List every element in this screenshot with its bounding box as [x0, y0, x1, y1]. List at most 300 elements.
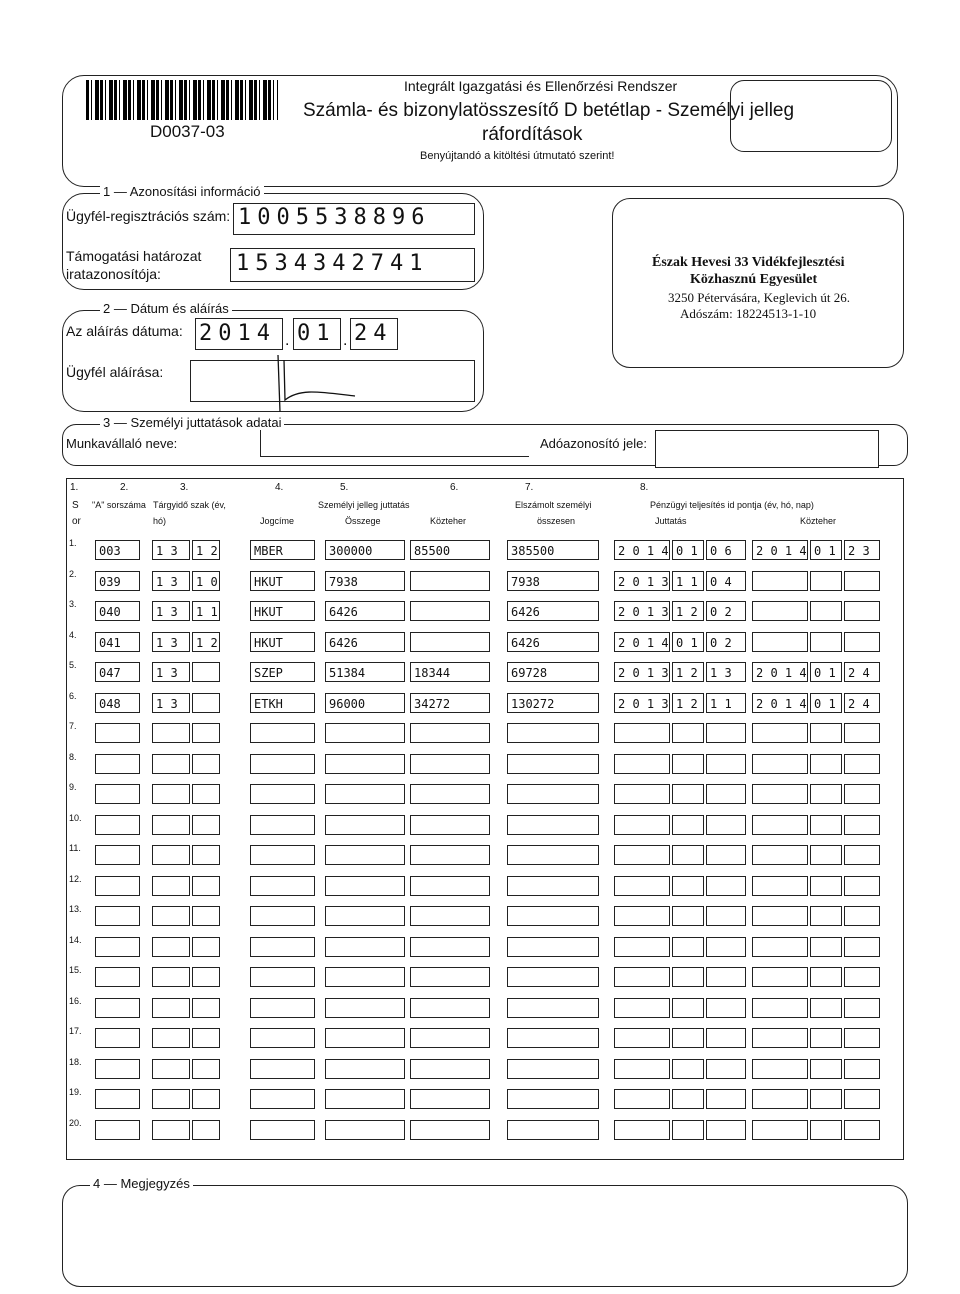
amount-field[interactable]: 6426 [325, 601, 405, 621]
col-number-3: 3. [180, 482, 189, 493]
burden-day-field[interactable] [844, 723, 880, 743]
benefit-year-field[interactable] [614, 1028, 670, 1048]
benefit-year-field[interactable] [614, 1059, 670, 1079]
period-month-field[interactable] [192, 1120, 220, 1140]
benefit-month-field[interactable]: 1 2 [672, 662, 704, 682]
amount-field[interactable] [325, 937, 405, 957]
col-number-5: 5. [340, 482, 349, 493]
col-number-1: 1. [70, 482, 79, 493]
benefit-day-field[interactable]: 0 2 [706, 632, 746, 652]
benefit-month-field[interactable]: 1 1 [672, 571, 704, 591]
a-number-field[interactable] [95, 815, 140, 835]
a-number-field[interactable] [95, 876, 140, 896]
title-field[interactable]: HKUT [250, 632, 315, 652]
settled-total-field[interactable] [507, 906, 599, 926]
period-year-field[interactable]: 1 3 [152, 540, 190, 560]
benefit-month-field[interactable]: 1 2 [672, 601, 704, 621]
settled-total-field[interactable] [507, 876, 599, 896]
settled-total-field[interactable]: 6426 [507, 601, 599, 621]
settled-total-field[interactable] [507, 784, 599, 804]
burden-year-field[interactable] [752, 967, 808, 987]
benefit-month-field[interactable] [672, 1059, 704, 1079]
burden-year-field[interactable]: 2 0 1 4 [752, 540, 808, 560]
benefit-day-field[interactable] [706, 815, 746, 835]
period-year-field[interactable] [152, 815, 190, 835]
burden-day-field[interactable] [844, 1028, 880, 1048]
header-payment: Pénzügyi teljesítés id pontja (év, hó, nap) [650, 500, 814, 510]
amount-field[interactable] [325, 998, 405, 1018]
burden-year-field[interactable] [752, 571, 808, 591]
benefit-day-field[interactable] [706, 754, 746, 774]
signature [260, 350, 380, 420]
burden-field[interactable] [410, 815, 490, 835]
burden-year-field[interactable] [752, 632, 808, 652]
title-field[interactable] [250, 754, 315, 774]
employee-label: Munkavállaló neve: [66, 436, 178, 451]
title-field[interactable] [250, 845, 315, 865]
burden-month-field[interactable] [810, 845, 842, 865]
benefit-month-field[interactable] [672, 1028, 704, 1048]
a-number-field[interactable] [95, 1120, 140, 1140]
benefit-month-field[interactable] [672, 876, 704, 896]
burden-field[interactable] [410, 723, 490, 743]
title-field[interactable] [250, 967, 315, 987]
benefit-day-field[interactable] [706, 906, 746, 926]
burden-year-field[interactable] [752, 754, 808, 774]
burden-day-field[interactable] [844, 1089, 880, 1109]
benefit-day-field[interactable]: 1 1 [706, 693, 746, 713]
row-number: 3. [69, 599, 77, 609]
period-year-field[interactable] [152, 967, 190, 987]
period-year-field[interactable] [152, 1089, 190, 1109]
barcode [86, 80, 278, 120]
tax-id-field[interactable] [655, 430, 879, 468]
row-number: 13. [69, 904, 82, 914]
burden-day-field[interactable] [844, 1120, 880, 1140]
period-month-field[interactable] [192, 784, 220, 804]
period-month-field[interactable] [192, 906, 220, 926]
a-number-field[interactable] [95, 784, 140, 804]
period-month-field[interactable]: 1 0 [192, 571, 220, 591]
burden-year-field[interactable] [752, 815, 808, 835]
period-month-field[interactable] [192, 845, 220, 865]
burden-day-field[interactable] [844, 784, 880, 804]
settled-total-field[interactable]: 130272 [507, 693, 599, 713]
amount-field[interactable]: 7938 [325, 571, 405, 591]
settled-total-field[interactable] [507, 967, 599, 987]
title-field[interactable] [250, 998, 315, 1018]
amount-field[interactable]: 96000 [325, 693, 405, 713]
benefit-year-field[interactable] [614, 937, 670, 957]
burden-day-field[interactable] [844, 967, 880, 987]
period-year-field[interactable] [152, 998, 190, 1018]
benefit-year-field[interactable] [614, 1120, 670, 1140]
period-month-field[interactable] [192, 723, 220, 743]
benefit-year-field[interactable] [614, 754, 670, 774]
period-year-field[interactable] [152, 1120, 190, 1140]
period-year-field[interactable] [152, 723, 190, 743]
header-a-number: "A" sorszáma [92, 500, 146, 510]
burden-month-field[interactable]: 0 1 [810, 693, 842, 713]
period-month-field[interactable] [192, 815, 220, 835]
burden-month-field[interactable] [810, 1028, 842, 1048]
title-field[interactable]: SZEP [250, 662, 315, 682]
benefit-month-field[interactable] [672, 723, 704, 743]
header-settled-2: összesen [537, 516, 576, 526]
benefit-month-field[interactable] [672, 845, 704, 865]
burden-field[interactable] [410, 1120, 490, 1140]
benefit-day-field[interactable] [706, 1059, 746, 1079]
settled-total-field[interactable] [507, 1059, 599, 1079]
a-number-field[interactable] [95, 937, 140, 957]
tax-id-label: Adóazonosító jele: [540, 436, 647, 451]
col-number-7: 7. [525, 482, 534, 493]
employee-field[interactable] [260, 430, 529, 457]
title-field[interactable] [250, 1028, 315, 1048]
benefit-month-field[interactable]: 0 1 [672, 632, 704, 652]
benefit-month-field[interactable] [672, 937, 704, 957]
burden-month-field[interactable]: 0 1 [810, 662, 842, 682]
row-number: 11. [69, 843, 81, 853]
benefit-year-field[interactable] [614, 998, 670, 1018]
row-number: 5. [69, 660, 77, 670]
a-number-field[interactable] [95, 1089, 140, 1109]
benefit-year-field[interactable]: 2 0 1 3 [614, 601, 670, 621]
burden-field[interactable] [410, 1028, 490, 1048]
burden-field[interactable] [410, 571, 490, 591]
title-field[interactable] [250, 723, 315, 743]
title-field[interactable] [250, 815, 315, 835]
period-month-field[interactable] [192, 1059, 220, 1079]
benefit-day-field[interactable] [706, 784, 746, 804]
period-year-field[interactable] [152, 1059, 190, 1079]
amount-field[interactable] [325, 815, 405, 835]
title-field[interactable] [250, 1120, 315, 1140]
title-field[interactable] [250, 784, 315, 804]
settled-total-field[interactable]: 69728 [507, 662, 599, 682]
benefit-month-field[interactable] [672, 754, 704, 774]
burden-field[interactable] [410, 998, 490, 1018]
stamp-line-1: Észak Hevesi 33 Vidékfejlesztési [652, 255, 845, 270]
burden-field[interactable] [410, 937, 490, 957]
header-period-1: Tárgyidő szak (év, [153, 500, 226, 510]
form-subtitle: Benyújtandó a kitöltési útmutató szerint! [420, 150, 615, 162]
burden-month-field[interactable] [810, 784, 842, 804]
row-number: 12. [69, 873, 82, 884]
period-month-field[interactable] [192, 937, 220, 957]
a-number-field[interactable] [95, 754, 140, 774]
benefit-year-field[interactable] [614, 906, 670, 926]
settled-total-field[interactable] [507, 754, 599, 774]
amount-field[interactable] [325, 906, 405, 926]
burden-year-field[interactable] [752, 1028, 808, 1048]
benefit-year-field[interactable] [614, 967, 670, 987]
benefit-day-field[interactable] [706, 967, 746, 987]
burden-year-field[interactable]: 2 0 1 4 [752, 693, 808, 713]
title-field[interactable] [250, 937, 315, 957]
a-number-field[interactable]: 041 [95, 632, 140, 652]
a-number-field[interactable] [95, 967, 140, 987]
burden-field[interactable] [410, 967, 490, 987]
a-number-field[interactable]: 048 [95, 693, 140, 713]
benefit-day-field[interactable] [706, 1089, 746, 1109]
burden-month-field[interactable] [810, 967, 842, 987]
burden-day-field[interactable] [844, 1059, 880, 1079]
burden-month-field[interactable] [810, 906, 842, 926]
period-year-field[interactable]: 1 3 [152, 632, 190, 652]
burden-field[interactable] [410, 601, 490, 621]
burden-field[interactable] [410, 1089, 490, 1109]
row-number: 15. [69, 965, 82, 975]
settled-total-field[interactable]: 7938 [507, 571, 599, 591]
burden-month-field[interactable] [810, 815, 842, 835]
a-number-field[interactable]: 040 [95, 601, 140, 621]
burden-field[interactable]: 85500 [410, 540, 490, 560]
burden-field[interactable] [410, 845, 490, 865]
burden-field[interactable] [410, 876, 490, 896]
settled-total-field[interactable] [507, 845, 599, 865]
row-number: 19. [69, 1087, 82, 1097]
burden-month-field[interactable] [810, 754, 842, 774]
benefit-day-field[interactable] [706, 845, 746, 865]
title-field[interactable] [250, 1089, 315, 1109]
period-year-field[interactable] [152, 937, 190, 957]
benefit-month-field[interactable]: 1 2 [672, 693, 704, 713]
burden-month-field[interactable] [810, 1089, 842, 1109]
burden-year-field[interactable] [752, 1059, 808, 1079]
id-box [730, 80, 892, 152]
a-number-field[interactable] [95, 1059, 140, 1079]
date-day: 24 [354, 321, 393, 346]
burden-field[interactable] [410, 1059, 490, 1079]
period-year-field[interactable]: 1 3 [152, 662, 190, 682]
amount-field[interactable] [325, 1120, 405, 1140]
benefit-day-field[interactable]: 0 6 [706, 540, 746, 560]
burden-field[interactable] [410, 784, 490, 804]
benefit-year-field[interactable]: 2 0 1 3 [614, 662, 670, 682]
period-year-field[interactable] [152, 876, 190, 896]
benefit-day-field[interactable]: 0 2 [706, 601, 746, 621]
burden-month-field[interactable] [810, 601, 842, 621]
period-month-field[interactable] [192, 693, 220, 713]
period-month-field[interactable] [192, 662, 220, 682]
a-number-field[interactable] [95, 845, 140, 865]
burden-month-field[interactable]: 0 1 [810, 540, 842, 560]
form-code: D0037-03 [150, 122, 225, 141]
benefit-month-field[interactable] [672, 1120, 704, 1140]
benefit-day-field[interactable] [706, 1120, 746, 1140]
burden-month-field[interactable] [810, 937, 842, 957]
period-month-field[interactable]: 1 1 [192, 601, 220, 621]
benefit-month-field[interactable] [672, 784, 704, 804]
signature-label: Ügyfél aláírása: [66, 364, 164, 380]
burden-month-field[interactable] [810, 723, 842, 743]
title-field[interactable] [250, 876, 315, 896]
a-number-field[interactable] [95, 723, 140, 743]
burden-month-field[interactable] [810, 998, 842, 1018]
settled-total-field[interactable]: 6426 [507, 632, 599, 652]
benefit-month-field[interactable]: 0 1 [672, 540, 704, 560]
burden-year-field[interactable] [752, 998, 808, 1018]
period-month-field[interactable] [192, 967, 220, 987]
burden-day-field[interactable] [844, 601, 880, 621]
period-month-field[interactable] [192, 754, 220, 774]
benefit-day-field[interactable] [706, 937, 746, 957]
title-field[interactable] [250, 1059, 315, 1079]
benefit-year-field[interactable] [614, 784, 670, 804]
amount-field[interactable] [325, 1028, 405, 1048]
burden-field[interactable] [410, 754, 490, 774]
amount-field[interactable]: 51384 [325, 662, 405, 682]
burden-day-field[interactable] [844, 571, 880, 591]
a-number-field[interactable]: 039 [95, 571, 140, 591]
period-month-field[interactable]: 1 2 [192, 632, 220, 652]
period-year-field[interactable] [152, 845, 190, 865]
period-month-field[interactable] [192, 1028, 220, 1048]
a-number-field[interactable]: 003 [95, 540, 140, 560]
amount-field[interactable] [325, 1089, 405, 1109]
a-number-field[interactable] [95, 998, 140, 1018]
burden-year-field[interactable] [752, 937, 808, 957]
header-burden-2: Közteher [800, 516, 837, 526]
col-number-2: 2. [120, 482, 129, 493]
benefit-year-field[interactable]: 2 0 1 3 [614, 693, 670, 713]
amount-field[interactable] [325, 723, 405, 743]
benefit-year-field[interactable] [614, 845, 670, 865]
burden-field[interactable]: 34272 [410, 693, 490, 713]
burden-day-field[interactable] [844, 998, 880, 1018]
burden-day-field[interactable]: 2 4 [844, 662, 880, 682]
date-year: 2014 [199, 321, 276, 346]
period-month-field[interactable] [192, 1089, 220, 1109]
burden-month-field[interactable] [810, 876, 842, 896]
burden-year-field[interactable] [752, 845, 808, 865]
benefit-day-field[interactable] [706, 723, 746, 743]
row-number: 16. [69, 995, 82, 1006]
settled-total-field[interactable] [507, 1120, 599, 1140]
title-field[interactable] [250, 906, 315, 926]
benefit-day-field[interactable]: 1 3 [706, 662, 746, 682]
period-year-field[interactable] [152, 784, 190, 804]
benefit-day-field[interactable]: 0 4 [706, 571, 746, 591]
title-field[interactable]: HKUT [250, 571, 315, 591]
stamp-line-2: Közhasznú Egyesület [690, 272, 818, 287]
burden-field[interactable] [410, 906, 490, 926]
burden-field[interactable] [410, 632, 490, 652]
settled-total-field[interactable]: 385500 [507, 540, 599, 560]
benefit-day-field[interactable] [706, 998, 746, 1018]
period-month-field[interactable] [192, 998, 220, 1018]
burden-day-field[interactable] [844, 632, 880, 652]
benefit-year-field[interactable]: 2 0 1 4 [614, 540, 670, 560]
period-month-field[interactable] [192, 876, 220, 896]
burden-month-field[interactable] [810, 1059, 842, 1079]
period-year-field[interactable]: 1 3 [152, 693, 190, 713]
period-year-field[interactable] [152, 754, 190, 774]
settled-total-field[interactable] [507, 1089, 599, 1109]
row-number: 6. [69, 690, 77, 701]
section-3-heading: 3 — Személyi juttatások adatai [100, 415, 284, 430]
burden-month-field[interactable] [810, 571, 842, 591]
burden-month-field[interactable] [810, 1120, 842, 1140]
header-benefit: Juttatás [655, 516, 687, 526]
amount-field[interactable] [325, 784, 405, 804]
amount-field[interactable] [325, 967, 405, 987]
benefit-year-field[interactable] [614, 1089, 670, 1109]
burden-year-field[interactable] [752, 601, 808, 621]
amount-field[interactable] [325, 845, 405, 865]
period-month-field[interactable]: 1 2 [192, 540, 220, 560]
settled-total-field[interactable] [507, 815, 599, 835]
benefit-year-field[interactable] [614, 876, 670, 896]
amount-field[interactable] [325, 754, 405, 774]
burden-year-field[interactable] [752, 1120, 808, 1140]
row-number: 14. [69, 934, 82, 945]
settled-total-field[interactable] [507, 998, 599, 1018]
benefit-month-field[interactable] [672, 906, 704, 926]
period-year-field[interactable] [152, 1028, 190, 1048]
burden-day-field[interactable] [844, 937, 880, 957]
benefit-year-field[interactable] [614, 723, 670, 743]
title-field[interactable]: ETKH [250, 693, 315, 713]
period-year-field[interactable] [152, 906, 190, 926]
settled-total-field[interactable] [507, 1028, 599, 1048]
benefit-month-field[interactable] [672, 815, 704, 835]
benefit-year-field[interactable]: 2 0 1 3 [614, 571, 670, 591]
header-personal: Személyi jelleg juttatás [318, 500, 410, 510]
burden-day-field[interactable] [844, 845, 880, 865]
a-number-field[interactable]: 047 [95, 662, 140, 682]
burden-day-field[interactable]: 2 3 [844, 540, 880, 560]
burden-field[interactable]: 18344 [410, 662, 490, 682]
amount-field[interactable]: 300000 [325, 540, 405, 560]
row-number: 17. [69, 1026, 82, 1036]
header-burden: Közteher [430, 516, 467, 526]
burden-year-field[interactable] [752, 784, 808, 804]
row-number: 9. [69, 782, 77, 792]
benefit-month-field[interactable] [672, 1089, 704, 1109]
title-field[interactable]: MBER [250, 540, 315, 560]
benefit-month-field[interactable] [672, 998, 704, 1018]
burden-day-field[interactable] [844, 754, 880, 774]
burden-day-field[interactable] [844, 906, 880, 926]
burden-month-field[interactable] [810, 632, 842, 652]
burden-day-field[interactable] [844, 815, 880, 835]
benefit-day-field[interactable] [706, 876, 746, 896]
burden-year-field[interactable] [752, 1089, 808, 1109]
period-year-field[interactable]: 1 3 [152, 571, 190, 591]
burden-year-field[interactable]: 2 0 1 4 [752, 662, 808, 682]
burden-day-field[interactable] [844, 876, 880, 896]
benefit-month-field[interactable] [672, 967, 704, 987]
burden-day-field[interactable]: 2 4 [844, 693, 880, 713]
amount-field[interactable] [325, 876, 405, 896]
burden-year-field[interactable] [752, 906, 808, 926]
amount-field[interactable]: 6426 [325, 632, 405, 652]
settled-total-field[interactable] [507, 723, 599, 743]
settled-total-field[interactable] [507, 937, 599, 957]
benefit-year-field[interactable]: 2 0 1 4 [614, 632, 670, 652]
amount-field[interactable] [325, 1059, 405, 1079]
period-year-field[interactable]: 1 3 [152, 601, 190, 621]
a-number-field[interactable] [95, 1028, 140, 1048]
burden-year-field[interactable] [752, 723, 808, 743]
title-field[interactable]: HKUT [250, 601, 315, 621]
burden-year-field[interactable] [752, 876, 808, 896]
benefit-year-field[interactable] [614, 815, 670, 835]
a-number-field[interactable] [95, 906, 140, 926]
benefit-day-field[interactable] [706, 1028, 746, 1048]
